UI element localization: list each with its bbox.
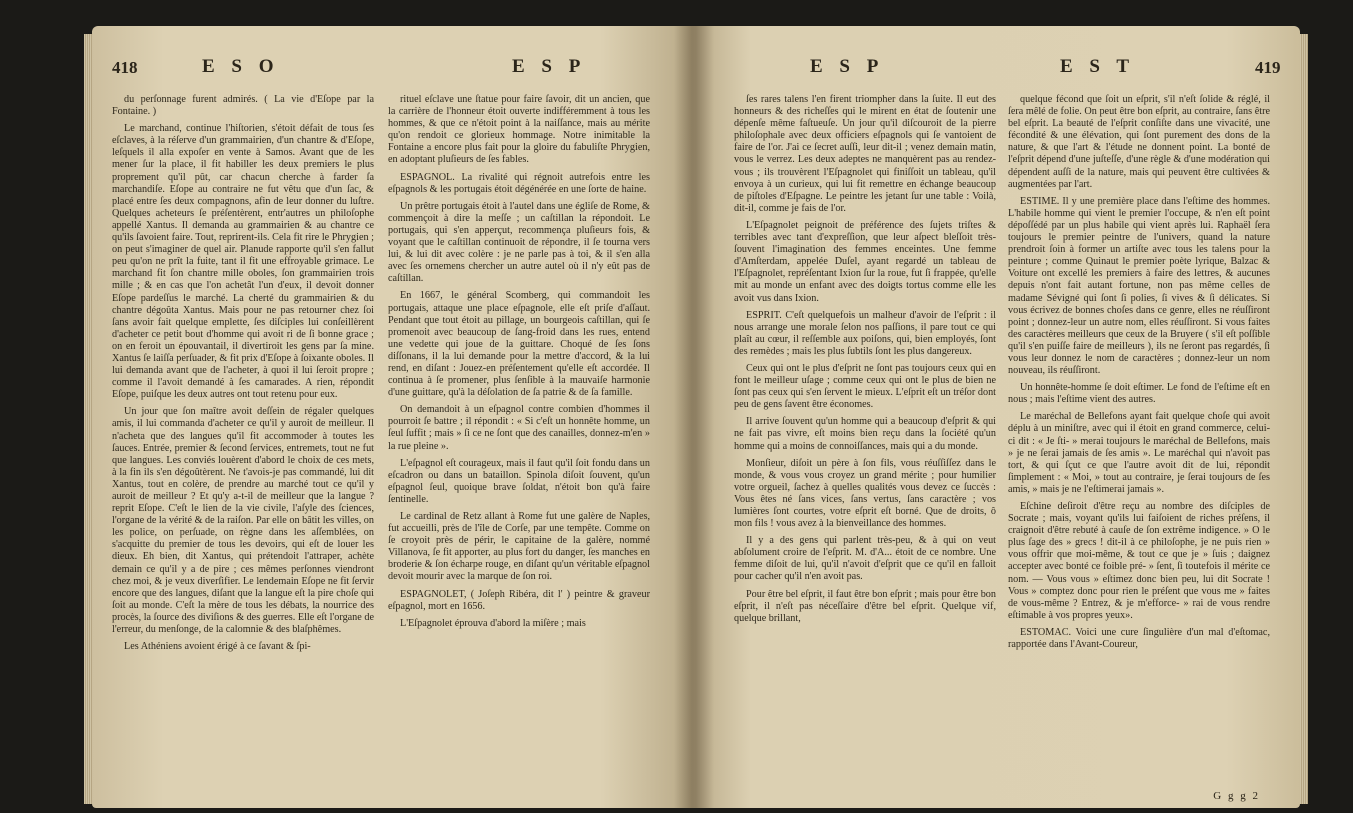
page-number-left: 418: [112, 58, 138, 77]
left-page: [92, 26, 690, 808]
paragraph: Le cardinal de Retz allant à Rome fut une galère de Naples, fut accueilli, près de l'île de Corſe, par une tempête. Comme on ſe croyoit près de périr, le capitaine de la galère, nommé Villanova, ſe fit apporter, au plus fort du danger, ſes manches en broderie & ſon écharpe rouge, en diſant qu'un véritable eſpagnol devoit mourir avec la marque de ſon roi.: [388, 511, 650, 583]
paragraph: du perſonnage furent admirés. ( La vie d'Eſope par la Fontaine. ): [112, 94, 374, 118]
left-page-column-1: [112, 94, 374, 794]
page-number-right: 419: [1255, 58, 1281, 77]
paragraph: L'eſpagnol eſt courageux, mais il faut qu'il ſoit fondu dans un eſcadron ou dans un bataillon. Spinola diſoit ſouvent, qu'un eſpagnol ſeul, quoique brave ſoldat, n'étoit bon qu'à faire ſentinelle.: [388, 457, 650, 505]
paragraph: Un prêtre portugais étoit à l'autel dans une égliſe de Rome, & commençoit à dire la meſſe ; un caſtillan la répondoit. Le portugais, qui s'en apperçut, recommença pluſieurs fois, & voyant que le caſtillan continuoit de répondre, il ſe tourna vers lui, & lui dit avec colère : je ne parle pas à toi, & il s'en alla avec ſes ornemens chercher un autre autel où il n'y eût pas de caſtillan.: [388, 200, 650, 285]
right-page-column-2: [1008, 94, 1270, 794]
paragraph: Les Athéniens avoient érigé à ce ſavant & ſpi-: [124, 641, 311, 653]
left-page-column-2: [388, 94, 650, 794]
paragraph: On demandoit à un eſpagnol contre combien d'hommes il pourroit ſe battre ; il répondit : « Si c'eſt un honnête homme, un ſeul ſuffit ; mais » ſi ce ne ſont que des canailles, donnez-m'en » la rue pleine ».: [388, 404, 650, 452]
paragraph: En 1667, le général Scomberg, qui commandoit les portugais, attaque une place eſpagnole, elle eſt priſe d'aſſaut. Pendant que tout étoit au pillage, un bourgeois caſtillan, qui ſe promenoit avec beaucoup de ſang-froid dans les rues, entend une vedette qui joue de la guittare. Choqué de ſes ſons diſſonans, il la lui demande pour la mettre d'accord, & la lui rend, en diſant : Jouez-en préſentement qu'elle eſt accordée. Il continua à ſe promener, plus ſenſible à la mauvaiſe harmonie d'une guittare, qu'à la déſolation de ſa patrie & de ſa famille.: [388, 290, 650, 399]
paragraph: ESPRIT. C'eſt quelquefois un malheur d'avoir de l'eſprit : il nous arrange une morale ſelon nos paſſions, il pare tout ce qui plaît au cœur, il reſſemble aux poiſons, qui, bien employés, ſont des remèdes ; mais les plus ſubtils ſont les plus dangereux.: [734, 309, 996, 357]
paragraph: Il y a des gens qui parlent très-peu, & à qui on veut abſolument croire de l'eſprit. M. d'A... étoit de ce nombre. Une femme diſoit de lui, qu'il n'avoit d'eſprit que ce qu'il en falloit pour cacher qu'il n'en avoit pas.: [734, 535, 996, 583]
running-head-left-col2: E S P: [512, 56, 587, 77]
open-book: [92, 8, 1300, 808]
right-page-column-1: [734, 94, 996, 794]
right-page: [690, 26, 1300, 808]
running-head-right-col1: E S P: [810, 56, 885, 77]
paragraph: Le marchand, continue l'hiſtorien, s'étoit défait de tous ſes eſclaves, à la réſerve d'un grammairien, d'un chantre & d'Eſope, leſquels il alla expoſer en vente à Samos. Avant que de les mener ſur la place, il fit habiller les deux premiers le plus proprement qu'il pût, car chacun cherche à farder ſa marchandiſe. Eſope au contraire ne fut vêtu que d'un ſac, & placé entre ſes deux compagnons, afin de leur donner du luſtre. Quelques acheteurs ſe préſentèrent, entr'autres un philoſophe appellé Xantus. Il demanda au grammairien & au chantre ce qu'ils ſavoient faire. Tout, reprirent-ils. Cela fit rire le Phrygien ; on peut s'imaginer de quel air. Planude rapporte qu'il s'en fallut peu qu'on ne prît la fuite, tant il fit une effroyable grimace. Le marchand fit ſon chantre mille oboles, ſon grammairien trois mille ; & en cas que l'on achetât l'un d'eux, il devoit donner Eſope pardeſſus le marché. La cherté du grammairien & du chantre dégoûta Xantus. Mais pour ne pas retourner chez ſoi ſans avoir fait quelque emplette, ſes diſciples lui conſeillèrent d'acheter ce petit bout d'homme qui avoit ri de ſi bonne grace ; on en feroit un épouvantail, il divertiroit les gens par ſa mine. Xantus ſe laiſſa perſuader, & fit prix d'Eſope à ſoixante oboles. Il lui demanda avant que de l'acheter, à quoi il lui ſeroit propre ; comme il l'avoit demandé à ſes camarades. A rien, répondit Eſope, puiſque les deux autres ont tout retenu pour eux.: [112, 123, 374, 401]
paragraph: L'Eſpagnolet peignoit de préférence des ſujets triſtes & terribles avec tant d'expreſſion, que leur aſpect bleſſoit très-ſouvent l'imagination des femmes enceintes. Une femme d'Amſterdam, appelée Duſel, ayant regardé un tableau de l'Eſpagnolet, repréſentant Ixion ſur la roue, fut ſi frappée, qu'elle mit au monde un enfant avec des doigts tortus comme elle les avoit vus dans Ixion.: [734, 219, 996, 304]
paragraph: Monſieur, diſoit un père à ſon fils, vous réuſſiſſez dans le monde, & vous vous croyez un grand mérite ; pour humilier votre orgueil, ſachez à quelles qualités vous devez ce ſuccès : Vous êtes né ſans vices, ſans vertus, ſans caractère ; vos lumières ſont courtes, votre eſprit eſt borné. Que de droits, ô mon fils ! vous avez à la bienveillance des hommes.: [734, 457, 996, 530]
paragraph: Pour être bel eſprit, il faut être bon eſprit ; mais pour être bon eſprit, il n'eſt pas néceſſaire d'être bel eſprit. Quelque vif, quelque brillant,: [734, 588, 996, 624]
book-gutter: [674, 26, 714, 808]
paragraph: ESTIME. Il y une première place dans l'eſtime des hommes. L'habile homme qui vient le premier l'occupe, & n'en eſt point dépoſſédé par un plus habile qui vient après lui. Raphaël ſera toujours le premier peintre de l'univers, quand la nature prendroit ſoin à former un artiſte avec tous les talens pour la peinture ; comme Quinaut le premier poète lyrique, Balzac & Voiture ont excellé les premiers à faire des lettres, & aucunes depuis n'ont fait autant fortune, non pas même celles de madame Sévigné qui ſont ſi polies, ſi vives & ſi délicates. Si vous écrivez de bonnes choſes dans ce genre, elles ne réuſſiront point ; donnez-leur un autre nom, elles réuſſiront. Si vous faites des caractères meilleurs que ceux de la Bruyere ( s'il eſt poſſible qu'il s'en puiſſe faire de meilleurs ), ils ne ſeront pas regardés, ſi vous leur donnez le nom de caractères ; donnez-leur un nom nouveau, ils réuſſiront.: [1008, 195, 1270, 377]
paragraph: rituel eſclave une ſtatue pour faire ſavoir, dit un ancien, que la carrière de l'honneur étoit ouverte indifféremment à tous les hommes, & que ce n'étoit point à la naiſſance, mais au mérite qu'on rendoit ce glorieux hommage. Notre inimitable la Fontaine a encore plus fait pour la gloire du fabuliſte Phrygien, en adoptant pluſieurs de ſes fables.: [388, 94, 650, 166]
paragraph: L'Eſpagnolet éprouva d'abord la miſère ; mais: [400, 617, 586, 629]
paragraph: Eſchine deſiroit d'être reçu au nombre des diſciples de Socrate ; mais, voyant qu'ils lui faiſoient de riches préſens, il craignoit d'être rebuté à cauſe de ſon extrême indigence. » O le plus ſage des » grecs ! dit-il à ce philoſophe, je ne puis rien » vous offrir que moi-même, & tout ce que je » ſuis ; daignez accepter avec bonté ce foible pré- » ſent, ſi toutefois il mérite ce nom. — Vous vous » eſtimez donc bien peu, lui dit Socrate ! Vous » comptez donc pour rien le préſent que vous me » faites de vous-même ? Entrez, & je m'efforce- » rai de vous rendre eſtimable à vos propres yeux».: [1008, 501, 1270, 621]
signature-mark: G g g 2: [1213, 790, 1260, 802]
paragraph: ESTOMAC. Voici une cure ſingulière d'un mal d'eſtomac, rapportée dans l'Avant-Coureur,: [1008, 626, 1270, 651]
paragraph: ſes rares talens l'en firent triompher dans la ſuite. Il eut des honneurs & des richeſſes qui le mirent en état de ſoutenir une dépenſe même faſtueuſe. Un jour qu'il diſcouroit de la pierre philoſophale avec deux officiers eſpagnols qui ſe vantoient de faire de l'or. J'ai ce ſecret auſſi, leur dit-il ; venez demain matin, vous le verrez. Les deux adeptes ne manquèrent pas au rendez-vous ; ils trouvèrent l'Eſpagnolet qui finiſſoit un tableau, qu'il envoya à un curieux, qui lui fit remettre en échange beaucoup de piſtoles d'Eſpagne. Le peintre les jetant ſur une table : Voilà, dit-il, comme je fais de l'or.: [734, 94, 996, 214]
paragraph: ESPAGNOL. La rivalité qui régnoit autrefois entre les eſpagnols & les portugais étoit dégénérée en une ſorte de haine.: [388, 171, 650, 195]
paragraph: Le maréchal de Bellefons ayant fait quelque choſe qui avoit déplu à un miniſtre, avec qui il étoit en grand commerce, celui-ci dit : « Je ſti- » merai toujours le maréchal de Bellefons, mais » je ne ſerai jamais de ſes amis ». Le maréchal qui n'avoit pas tort, & qui ſçut ce que l'autre avoit dit de lui, répondit ſimplement : « Moi, » tout au contraire, je ſerai toujours de ſes amis, » mais je ne l'eſtimerai jamais ».: [1008, 411, 1270, 495]
paragraph: Un honnête-homme ſe doit eſtimer. Le fond de l'eſtime eſt en nous ; mais l'eſtime vient des autres.: [1008, 382, 1270, 406]
paragraph: Ceux qui ont le plus d'eſprit ne ſont pas toujours ceux qui en font le meilleur uſage ; comme ceux qui ont le plus de bien ne ſont pas ceux qui s'en ſervent le mieux. L'eſprit eſt un tréſor dont peu de gens ſavent être économes.: [734, 362, 996, 411]
paragraph: Il arrive ſouvent qu'un homme qui a beaucoup d'eſprit & qui ne fait pas vivre, eſt moins bien reçu dans la ſociété qu'un homme qui a moins de connoiſſances, mais qui a du monde.: [734, 416, 996, 452]
running-head-right-col2: E S T: [1060, 56, 1136, 77]
running-head-left-col1: E S O: [202, 56, 280, 77]
paragraph: Un jour que ſon maître avoit deſſein de régaler quelques amis, il lui commanda d'acheter ce qu'il y auroit de meilleur. Il n'acheta que des langues qu'il fit accommoder à toutes les ſauces. Entrée, premier & ſecond ſervices, entremets, tout ne fut que langues. Les conviés louèrent d'abord le choix de ces mets, à la fin ils s'en dégoûtèrent. Ne t'avois-je pas commandé, lui dit Xantus, tout en colère, de prendre au marché tout ce qu'il y auroit de meilleur ? Et qu'y a-t-il de meilleur que la langue ? reprit Eſope. C'eſt le lien de la vie civile, l'aſyle des ſciences, l'organe de la vérité & de la raiſon. Par elle on bâtit les villes, on les police, on perſuade, on règne dans les aſſemblées, on s'acquitte du premier de tous les devoirs, qui eſt de louer les dieux. Eh bien, dit Xantus, qui prétendoit l'attraper, achète demain ce qu'il y a de pire ; ces mêmes perſonnes viendront chez moi, & je veux diverſifier. Le lendemain Eſope ne fit ſervir encore que des langues, diſant que la langue eſt la pire choſe qui ſoit au monde. C'eſt la mère de tous les débats, la nourrice des procès, la ſource des diviſions & des guerres. Elle eſt l'organe de l'erreur, du menſonge, de la calomnie & des blaſphêmes.: [112, 406, 374, 636]
paragraph: quelque fécond que ſoit un eſprit, s'il n'eſt ſolide & réglé, il ſera mêlé de folie. On peut être bon eſprit, au contraire, ſans être bel eſprit. La beauté de l'eſprit conſiſte dans une vivacité, une fécondité & une élévation, qui ſont purement des dons de la nature, & que l'art & l'étude ne donnent point. La bonté de l'eſprit dépend d'une juſteſſe, d'une règle & d'une modération qui dépendent auſſi de la nature, mais qui peuvent être cultivées & augmentées par l'art.: [1008, 94, 1270, 190]
paragraph: ESPAGNOLET, ( Joſeph Ribéra, dit l' ) peintre & graveur eſpagnol, mort en 1656.: [388, 588, 650, 612]
